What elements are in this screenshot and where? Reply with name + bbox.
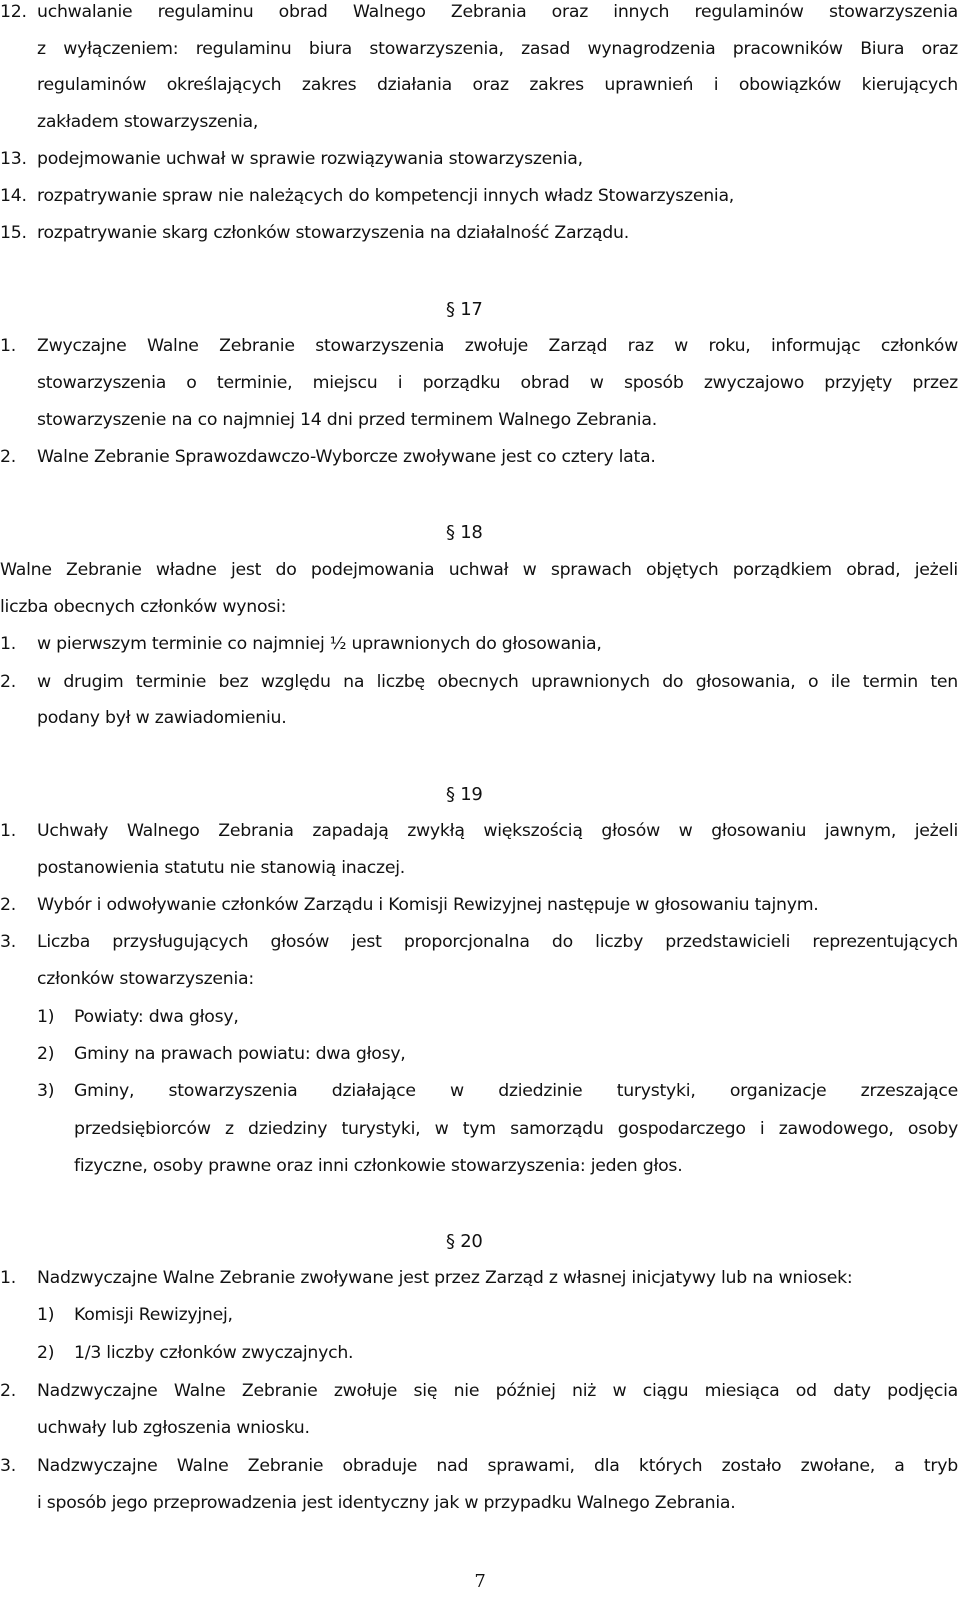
item-number: 12. <box>0 2 27 22</box>
paragraph-text: Walne Zebranie władne jest do podejmowania uchwał w sprawach objętych porządkiem obrad, jeżeli <box>0 560 958 580</box>
subitem-text: Gminy na prawach powiatu: dwa głosy, <box>74 1044 406 1064</box>
item-number: 1. <box>0 634 16 654</box>
item-text: regulaminów określających zakres działania oraz zakres uprawnień i obowiązków kierujących <box>37 75 958 95</box>
item-text: z wyłączeniem: regulaminu biura stowarzyszenia, zasad wynagrodzenia pracowników Biura oraz <box>37 39 958 59</box>
section-heading: § 17 <box>446 299 483 320</box>
item-text: w drugim terminie bez względu na liczbę obecnych uprawnionych do głosowania, o ile termin ten <box>37 672 958 692</box>
item-text: Uchwały Walnego Zebrania zapadają zwykłą większością głosów w głosowaniu jawnym, jeżeli <box>37 821 958 841</box>
item-number: 3. <box>0 1456 16 1476</box>
subitem-text: przedsiębiorców z dziedziny turystyki, w tym samorządu gospodarczego i zawodowego, osoby <box>74 1119 958 1139</box>
item-text: stowarzyszenia o terminie, miejscu i porządku obrad w sposób zwyczajowo przyjęty przez <box>37 373 958 393</box>
item-text: Nadzwyczajne Walne Zebranie zwołuje się nie później niż w ciągu miesiąca od daty podjęcia <box>37 1381 958 1401</box>
item-text: Liczba przysługujących głosów jest proporcjonalna do liczby przedstawicieli reprezentujących <box>37 932 958 952</box>
item-number: 1. <box>0 821 16 841</box>
item-text: podejmowanie uchwał w sprawie rozwiązywania stowarzyszenia, <box>37 149 583 169</box>
paragraph-text: liczba obecnych członków wynosi: <box>0 597 287 617</box>
item-text: podany był w zawiadomieniu. <box>37 708 287 728</box>
subitem-text: 1/3 liczby członków zwyczajnych. <box>74 1343 354 1363</box>
item-text: Zwyczajne Walne Zebranie stowarzyszenia zwołuje Zarząd raz w roku, informując członków <box>37 336 958 356</box>
item-text: rozpatrywanie spraw nie należących do kompetencji innych władz Stowarzyszenia, <box>37 186 735 206</box>
subitem-number: 1) <box>37 1007 55 1027</box>
item-text: Nadzwyczajne Walne Zebranie obraduje nad sprawami, dla których zostało zwołane, a tryb <box>37 1456 958 1476</box>
item-text: i sposób jego przeprowadzenia jest identyczny jak w przypadku Walnego Zebrania. <box>37 1493 736 1513</box>
item-text: rozpatrywanie skarg członków stowarzyszenia na działalność Zarządu. <box>37 223 629 243</box>
item-number: 2. <box>0 672 16 692</box>
item-number: 13. <box>0 149 27 169</box>
subitem-number: 1) <box>37 1305 55 1325</box>
section-heading: § 19 <box>446 784 483 805</box>
item-text: uchwalanie regulaminu obrad Walnego Zebrania oraz innych regulaminów stowarzyszenia <box>37 2 958 22</box>
item-text: postanowienia statutu nie stanowią inaczej. <box>37 858 406 878</box>
item-text: Wybór i odwoływanie członków Zarządu i Komisji Rewizyjnej następuje w głosowaniu tajnym. <box>37 895 819 915</box>
item-text: uchwały lub zgłoszenia wniosku. <box>37 1418 310 1438</box>
item-text: stowarzyszenie na co najmniej 14 dni przed terminem Walnego Zebrania. <box>37 410 657 430</box>
item-number: 15. <box>0 223 27 243</box>
subitem-text: Powiaty: dwa głosy, <box>74 1007 239 1027</box>
subitem-number: 2) <box>37 1343 55 1363</box>
subitem-number: 2) <box>37 1044 55 1064</box>
section-heading: § 18 <box>446 522 483 543</box>
item-text: Nadzwyczajne Walne Zebranie zwoływane jest przez Zarząd z własnej inicjatywy lub na wniosek: <box>37 1268 853 1288</box>
item-text: zakładem stowarzyszenia, <box>37 112 259 132</box>
page-number: 7 <box>474 1571 486 1592</box>
item-number: 1. <box>0 1268 16 1288</box>
subitem-text: Gminy, stowarzyszenia działające w dziedzinie turystyki, organizacje zrzeszające <box>74 1081 958 1101</box>
item-number: 14. <box>0 186 27 206</box>
section-heading: § 20 <box>446 1231 483 1252</box>
item-number: 2. <box>0 447 16 467</box>
item-number: 3. <box>0 932 16 952</box>
subitem-text: Komisji Rewizyjnej, <box>74 1305 233 1325</box>
item-text: w pierwszym terminie co najmniej ½ uprawnionych do głosowania, <box>37 634 602 654</box>
item-number: 1. <box>0 336 16 356</box>
item-text: członków stowarzyszenia: <box>37 969 254 989</box>
item-number: 2. <box>0 1381 16 1401</box>
item-number: 2. <box>0 895 16 915</box>
subitem-number: 3) <box>37 1081 55 1101</box>
item-text: Walne Zebranie Sprawozdawczo-Wyborcze zwoływane jest co cztery lata. <box>37 447 656 467</box>
subitem-text: fizyczne, osoby prawne oraz inni członkowie stowarzyszenia: jeden głos. <box>74 1156 683 1176</box>
